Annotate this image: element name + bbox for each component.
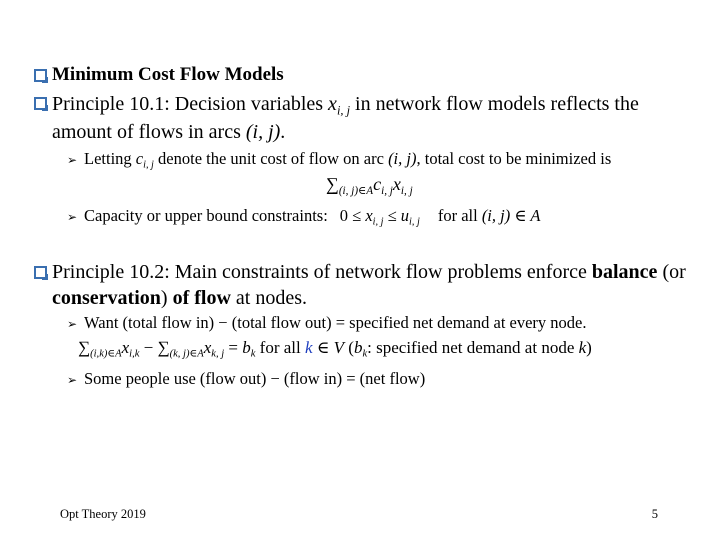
balance-b2: b (353, 338, 363, 357)
cost-lead: Letting (84, 149, 136, 168)
balance-x1: x (121, 338, 130, 357)
principle-10-2-conservation: conservation (52, 287, 161, 309)
balance-paren-close: ) (586, 338, 592, 357)
balance-k: k (305, 338, 313, 357)
arrow-bullet-icon: ➢ (67, 317, 78, 331)
principle-10-1-cont-text: amount of flows in arcs (52, 121, 246, 143)
square-bullet-icon (34, 69, 47, 82)
sum1-subscript: (i,k)∈A (90, 348, 122, 360)
balance-V: V (333, 338, 345, 357)
principle-10-1-cont (52, 121, 285, 144)
square-bullet-icon (34, 97, 47, 110)
formula-x: x (392, 174, 401, 194)
formula-c: c (373, 174, 382, 194)
balance-k2: k (578, 338, 587, 357)
page-number: 5 (651, 507, 658, 521)
var-c: c (135, 149, 144, 168)
capacity-u: u (400, 206, 410, 225)
var-c-sub: i, j (143, 159, 154, 171)
balance-in: ∈ (312, 338, 334, 357)
var-x: x (328, 93, 337, 115)
arrow-bullet-icon: ➢ (67, 373, 78, 387)
capacity-text: Capacity or upper bound constraints: (84, 206, 328, 225)
arrow-bullet-icon: ➢ (67, 210, 78, 224)
balance-x2-sub: k, j (211, 348, 225, 360)
principle-10-2-lead: Principle 10.2: Main constraints of network flow problems enforce (52, 261, 592, 283)
arc-math: (i, j) (245, 121, 281, 143)
principle-10-2-balance: balance (591, 261, 658, 283)
sum-subscript: (i, j)∈A (338, 184, 374, 197)
principle-10-2-mid2: ) (160, 287, 173, 309)
sum-symbol: ∑ (326, 174, 339, 194)
total-cost-formula (326, 174, 413, 197)
arrow-bullet-icon: ➢ (67, 153, 78, 167)
principle-10-1-lead: Principle 10.1: Decision variables (52, 93, 329, 115)
balance-note: : specified net demand at node (367, 338, 579, 357)
sum2-subscript: (k, j)∈A (169, 348, 204, 360)
balance-b: b (242, 338, 251, 357)
sum1-symbol: ∑ (78, 338, 91, 357)
cost-definition (84, 149, 611, 171)
balance-minus: − (139, 338, 158, 357)
capacity-u-sub: i, j (409, 216, 420, 228)
capacity-forall: for all (437, 206, 482, 225)
principle-10-2-cont (52, 287, 307, 310)
slide-title: Minimum Cost Flow Models (52, 64, 284, 85)
balance-x1-sub: i,k (129, 348, 140, 360)
principle-10-1 (52, 93, 639, 118)
principle-10-2-mid: (or (657, 261, 686, 283)
balance-x2: x (203, 338, 212, 357)
footer-course: Opt Theory 2019 (60, 507, 146, 521)
balance-b-sub: k (250, 348, 256, 360)
cost-mid: denote the unit cost of flow on arc (153, 149, 389, 168)
cost-tail: , total cost to be minimized is (416, 149, 612, 168)
net-demand-statement: Want (total flow in) − (total flow out) = specified net demand at every node. (84, 313, 587, 332)
var-x-sub: i, j (336, 103, 351, 118)
formula-x-sub: i, j (400, 184, 413, 197)
sum2-symbol: ∑ (157, 338, 170, 357)
capacity-set: (i, j) ∈ A (481, 206, 541, 225)
principle-10-2-tail: at nodes. (230, 287, 307, 309)
balance-eq: = (224, 338, 243, 357)
alternative-convention: Some people use (flow out) − (flow in) = (net flow) (84, 369, 426, 388)
balance-b2-sub: k (362, 348, 368, 360)
square-bullet-icon (34, 266, 47, 279)
balance-paren-open: ( (344, 338, 354, 357)
cost-arc: (i, j) (388, 149, 417, 168)
balance-formula (78, 338, 592, 360)
principle-10-1-cont-end: . (280, 121, 286, 143)
principle-10-2 (52, 261, 686, 284)
principle-10-1-tail: in network flow models reflects the (350, 93, 639, 115)
capacity-zero: 0 ≤ (339, 206, 366, 225)
balance-forall: for all (255, 338, 305, 357)
capacity-constraints (84, 206, 540, 228)
capacity-x: x (365, 206, 373, 225)
formula-c-sub: i, j (381, 184, 393, 197)
capacity-x-sub: i, j (372, 216, 384, 228)
principle-10-2-of-flow: of flow (172, 287, 231, 309)
capacity-le: ≤ (383, 206, 401, 225)
